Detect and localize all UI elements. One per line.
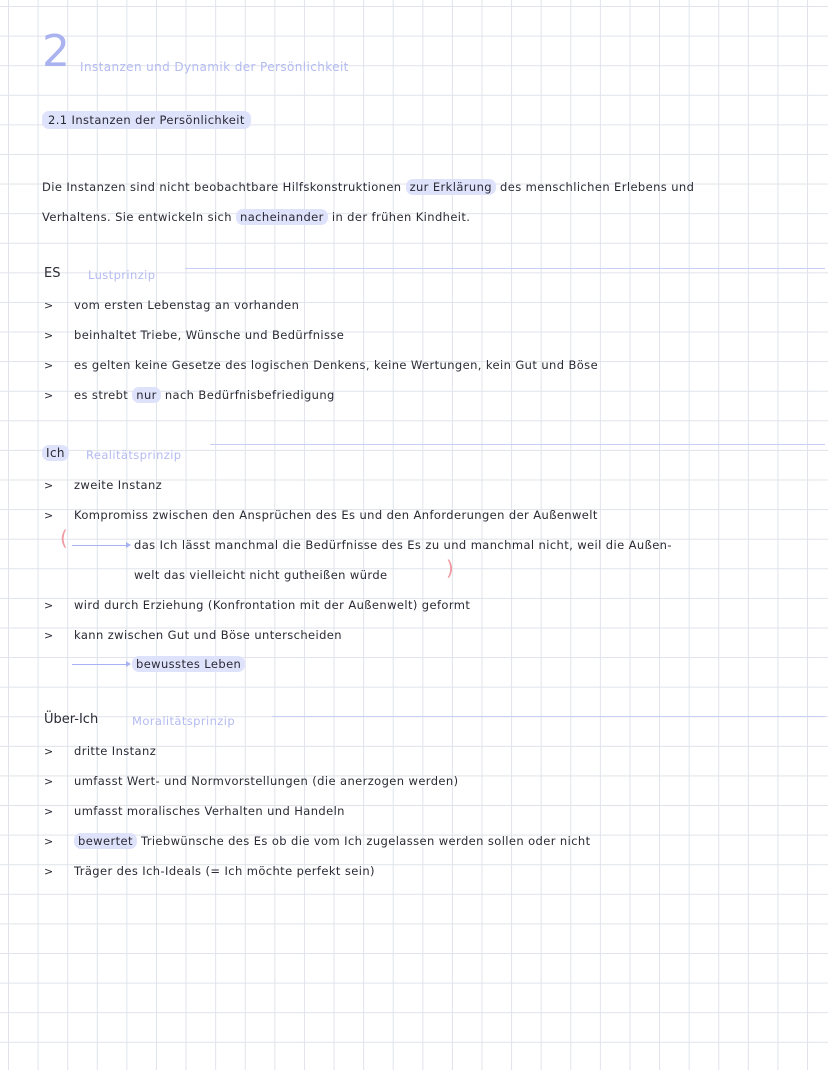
ueberich-principle: Moralitätsprinzip [132, 714, 236, 728]
es-principle: Lustprinzip [88, 268, 156, 282]
es-bullet-4-text: nach Bedürfnisbefriedigung [164, 388, 335, 402]
bullet-icon: > [44, 745, 54, 758]
intro-line-2 [42, 210, 470, 224]
bullet-icon: > [44, 389, 54, 402]
chapter-number: 2 [42, 26, 70, 77]
intro-highlight: nacheinander [236, 209, 328, 225]
ich-bullet-4: kann zwischen Gut und Böse unterscheiden [74, 628, 342, 642]
section-heading: 2.1 Instanzen der Persönlichkeit [42, 111, 251, 129]
bullet-icon: > [44, 509, 54, 522]
bullet-icon: > [44, 835, 54, 848]
intro-highlight: zur Erklärung [406, 179, 496, 195]
bullet-icon: > [44, 599, 54, 612]
note-close-paren: ) [446, 556, 454, 580]
ich-note-line-1: das Ich lässt manchmal die Bedürfnisse des Es zu und manchmal nicht, weil die Außen- [134, 538, 672, 552]
ich-bullet-2: Kompromiss zwischen den Ansprüchen des Es und den Anforderungen der Außenwelt [74, 508, 598, 522]
ich-principle: Realitätsprinzip [86, 448, 182, 462]
ueberich-bullet-3: umfasst moralisches Verhalten und Handeln [74, 804, 345, 818]
intro-text: des menschlichen Erlebens und [500, 180, 695, 194]
ueberich-bullet-5: Träger des Ich-Ideals (= Ich möchte perfekt sein) [74, 864, 375, 878]
bullet-icon: > [44, 329, 54, 342]
chapter-title: Instanzen und Dynamik der Persönlichkeit [80, 60, 349, 74]
es-divider [185, 268, 825, 269]
ueberich-bullet-4-text: Triebwünsche des Es ob die vom Ich zugelassen werden sollen oder nicht [140, 834, 591, 848]
intro-line-1 [42, 180, 694, 194]
bullet-icon: > [44, 775, 54, 788]
bullet-icon: > [44, 359, 54, 372]
bullet-icon: > [44, 805, 54, 818]
ueberich-bullet-2: umfasst Wert- und Normvorstellungen (die anerzogen werden) [74, 774, 459, 788]
bullet-icon: > [44, 865, 54, 878]
ueberich-bullet-4-highlight: bewertet [74, 833, 137, 849]
ich-result: bewusstes Leben [132, 656, 245, 672]
ueberich-label: Über-Ich [44, 712, 99, 727]
ueberich-bullet-1: dritte Instanz [74, 744, 157, 758]
arrow-icon [72, 545, 128, 546]
bullet-icon: > [44, 299, 54, 312]
es-bullet-4-text: es strebt [74, 388, 129, 402]
ueberich-bullet-4 [74, 834, 591, 848]
arrow-icon [72, 664, 128, 665]
es-bullet-4 [74, 388, 335, 402]
es-label: ES [44, 266, 61, 281]
es-bullet-4-highlight: nur [132, 387, 161, 403]
ich-divider [210, 444, 825, 445]
ich-bullet-3: wird durch Erziehung (Konfrontation mit der Außenwelt) geformt [74, 598, 471, 612]
ich-bullet-1: zweite Instanz [74, 478, 163, 492]
ueberich-divider [272, 716, 825, 717]
ich-note-line-2: welt das vielleicht nicht gutheißen würde [134, 568, 388, 582]
es-bullet-1: vom ersten Lebenstag an vorhanden [74, 298, 300, 312]
bullet-icon: > [44, 479, 54, 492]
ich-label: Ich [42, 445, 69, 461]
intro-text: in der frühen Kindheit. [331, 210, 471, 224]
es-bullet-3: es gelten keine Gesetze des logischen Denkens, keine Wertungen, kein Gut und Böse [74, 358, 599, 372]
es-bullet-2: beinhaltet Triebe, Wünsche und Bedürfnisse [74, 328, 345, 342]
intro-text: Die Instanzen sind nicht beobachtbare Hilfskonstruktionen [42, 180, 402, 194]
bullet-icon: > [44, 629, 54, 642]
intro-text: Verhaltens. Sie entwickeln sich [42, 210, 232, 224]
note-open-paren: ( [60, 526, 68, 550]
